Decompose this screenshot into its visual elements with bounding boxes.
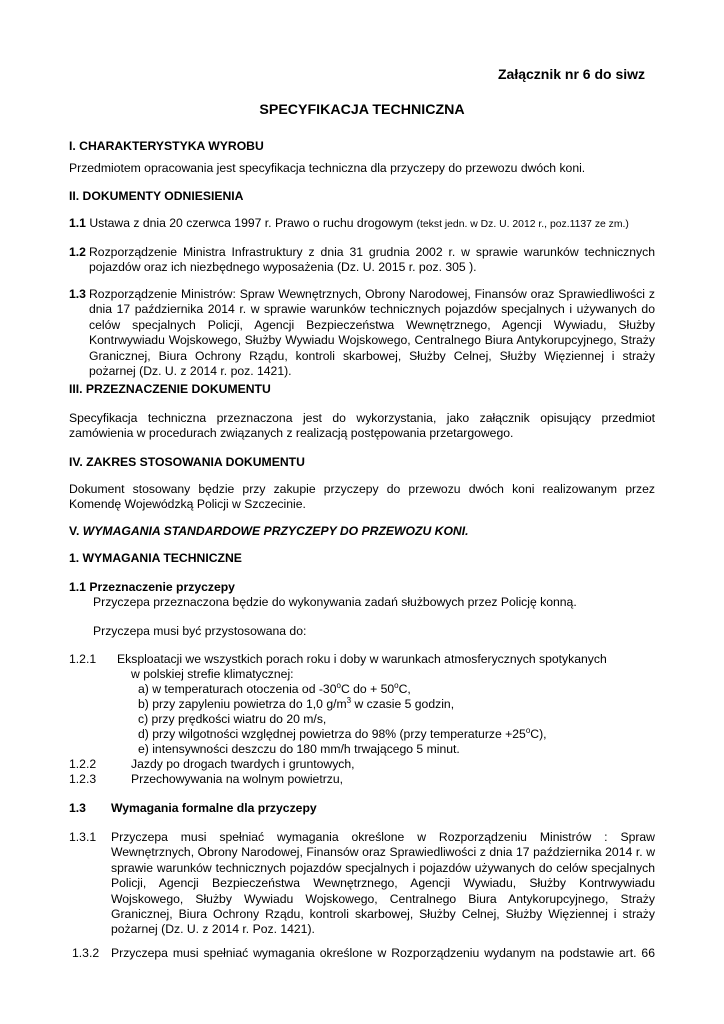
section-3-text (69, 411, 655, 442)
item-1-3-1-text (111, 830, 655, 938)
item-number: 1.3.2 (72, 946, 100, 960)
section-5-number: V. (69, 524, 80, 538)
section-5-title: WYMAGANIA STANDARDOWE PRZYCZEPY DO PRZEWOZU KONI. (82, 524, 469, 538)
text-line: Kontrwywiadu Wojskowego, Służby Wywiadu Wojskowego, Centralnego Biura Antykorupcyjnego, Straży (89, 333, 655, 348)
text-line: Rozporządzenie Ministrów: Spraw Wewnętrznych, Obrony Narodowej, Finansów oraz Sprawiedliwości z (89, 287, 655, 301)
text-line: sprawie warunków technicznych pojazdów specjalnych i pojazdów używanych do celów specjalnych (111, 860, 655, 875)
condition-rain: e) intensywności deszczu do 180 mm/h trwającego 5 minut. (138, 742, 460, 756)
section-1-heading: I. CHARAKTERYSTYKA WYROBU (69, 139, 264, 153)
text-line: celów specjalnych Policji, Agencji Bezpieczeństwa Wewnętrznego, Agencji Wywiadu, Służby (89, 317, 655, 332)
section-1-text: Przedmiotem opracowania jest specyfikacja techniczna dla przyczepy do przewozu dwóch koni. (69, 161, 586, 175)
item-number: 1.2.3 (69, 772, 97, 786)
text-line: Granicznej, Biura Ochrony Rządu, kontroli skarbowej, Służby Celnej, Służby Więziennej i straży (89, 348, 655, 363)
item-text: Eksploatacji we wszystkich porach roku i doby w warunkach atmosferycznych spotykanych (117, 652, 607, 666)
text-line: Dokument stosowany będzie przy zakupie przyczepy do przewozu dwóch koni realizowanym przez (69, 482, 655, 496)
condition-wind: c) przy prędkości wiatru do 20 m/s, (138, 712, 327, 726)
technical-requirements-heading: 1. WYMAGANIA TECHNICZNE (69, 551, 242, 565)
reference-number: 1.1 (69, 216, 86, 230)
text-line: Policji, Agencji Bezpieczeństwa Wewnętrznego, Agencji Wywiadu, Służby Kontrwywiadu (111, 876, 655, 891)
item-number: 1.3.1 (69, 830, 97, 844)
reference-1-1 (69, 216, 629, 232)
condition-temperature: a) w temperaturach otoczenia od -30$^o$C do + $50^oC$, (138, 680, 411, 696)
section-3-heading: III. PRZEZNACZENIE DOKUMENTU (69, 382, 271, 396)
item-text: Przechowywania na wolnym powietrzu, (131, 772, 344, 786)
purpose-heading: 1.1 Przeznaczenie przyczepy (69, 580, 235, 594)
text-line: pożarnej (Dz. U. z 2014 r. poz. 1421). (89, 364, 292, 379)
reference-text: pojazdów oraz ich niezbędnego wyposażenia (Dz. U. 2015 r. poz. 305 ). (89, 260, 477, 274)
condition-humidity: d) przy wilgotności względnej powietrza do 98% (przy temperaturze $+25^oC$), (138, 725, 547, 741)
item-number: 1.2.1 (69, 652, 97, 666)
adapted-intro: Przyczepa musi być przystosowana do: (93, 624, 307, 638)
formal-heading: Wymagania formalne dla przyczepy (111, 801, 317, 815)
reference-number: 1.3 (69, 287, 86, 301)
item-text: Przyczepa musi spełniać wymagania określone w Rozporządzeniu wydanym na podstawie art. 66 (111, 946, 655, 960)
text-line: Wojskowego, Służby Wywiadu Wojskowego, Centralnego Biura Antykorupcyjnego, Straży (111, 891, 655, 906)
item-number: 1.2.2 (69, 757, 97, 771)
section-5-heading (69, 524, 469, 539)
text-line: Przyczepa musi spełniać wymagania określone w Rozporządzeniu Ministrów : Spraw (111, 830, 655, 844)
reference-1-3-text (89, 287, 655, 379)
text-line: zamówienia w procedurach związanych z realizacją postępowania przetargowego. (69, 426, 514, 441)
text-line: pożarnej (Dz. U. z 2014 r. Poz. 1421). (111, 922, 315, 937)
text-line: dnia 17 października 2014 r. w sprawie warunków technicznych pojazdów specjalnych i używanych do (89, 302, 655, 317)
item-text: Jazdy po drogach twardych i gruntowych, (131, 757, 355, 771)
reference-note: (tekst jedn. w Dz. U. 2012 r., poz.1137 ze zm.) (416, 219, 629, 230)
section-4-text (69, 482, 655, 513)
text-line: Granicznej, Biura Ochrony Rządu, kontroli skarbowej, Służby Celnej, Służby Więziennej i straży (111, 907, 655, 922)
reference-number: 1.2 (69, 245, 86, 259)
text-line: Komendę Wojewódzką Policji w Szczecinie. (69, 497, 306, 512)
formal-number: 1.3 (69, 801, 86, 815)
page-title: SPECYFIKACJA TECHNICZNA (259, 102, 465, 118)
condition-dust: b) przy zapyleniu powietrza do 1,0 $g/m^3$ w czasie 5 godzin, (138, 695, 455, 711)
attachment-label: Załącznik nr 6 do siwz (498, 66, 646, 82)
section-4-heading: IV. ZAKRES STOSOWANIA DOKUMENTU (69, 455, 305, 469)
section-2-heading: II. DOKUMENTY ODNIESIENIA (69, 189, 244, 203)
text-line: Wewnętrznych, Obrony Narodowej, Finansów oraz Sprawiedliwości z dnia 17 października 2014 r. w (111, 845, 655, 860)
purpose-text: Przyczepa przeznaczona będzie do wykonywania zadań służbowych przez Policję konną. (93, 595, 577, 609)
text-line: Specyfikacja techniczna przeznaczona jest do wykorzystania, jako załącznik opisujący przedmiot (69, 411, 655, 425)
reference-text: Ustawa z dnia 20 czerwca 1997 r. Prawo o ruchu drogowym (89, 216, 414, 230)
item-text: w polskiej strefie klimatycznej: (131, 667, 294, 681)
reference-text: Rozporządzenie Ministra Infrastruktury z dnia 31 grudnia 2002 r. w sprawie warunków technicznych (89, 245, 655, 259)
